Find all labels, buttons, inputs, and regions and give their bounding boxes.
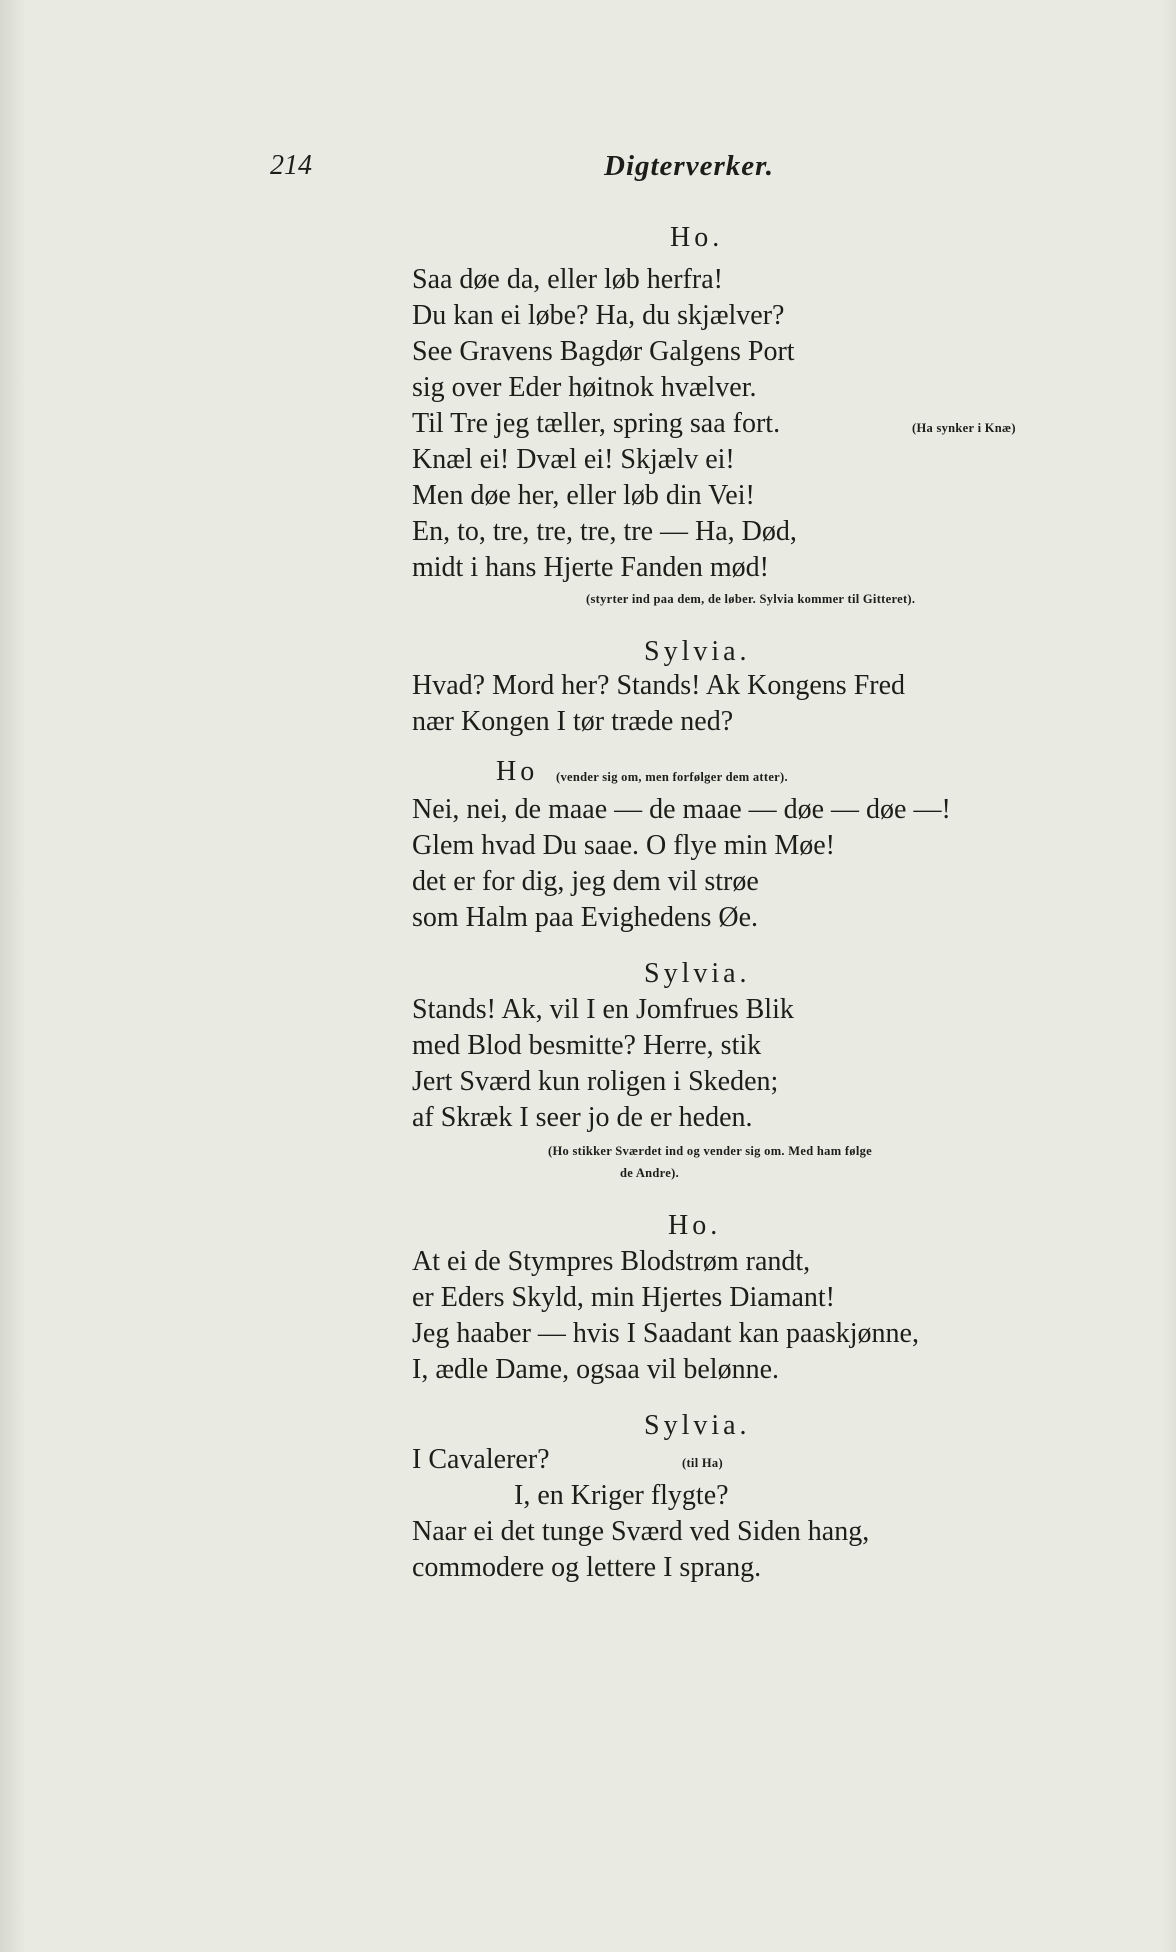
verse-line: med Blod besmitte? Herre, stik xyxy=(412,1030,762,1061)
stage-direction: (til Ha) xyxy=(682,1456,723,1470)
verse-line: er Eders Skyld, min Hjertes Diamant! xyxy=(412,1282,836,1313)
stage-direction: (Ha synker i Knæ) xyxy=(912,421,1016,435)
verse-line: det er for dig, jeg dem vil strøe xyxy=(412,866,759,897)
verse-line: I, en Kriger flygte? xyxy=(514,1480,729,1511)
running-title: Digterverker. xyxy=(604,150,775,182)
page-gutter-shadow xyxy=(0,0,26,1952)
speaker-name: Sylvia. xyxy=(644,958,751,989)
page-header xyxy=(270,150,790,190)
verse-line: Til Tre jeg tæller, spring saa fort. xyxy=(412,408,781,439)
verse-line: nær Kongen I tør træde ned? xyxy=(412,706,734,737)
verse-line: I, ædle Dame, ogsaa vil belønne. xyxy=(412,1354,780,1385)
verse-line: Knæl ei! Dvæl ei! Skjælv ei! xyxy=(412,444,735,475)
verse-line: Nei, nei, de maae — de maae — døe — døe —! xyxy=(412,794,951,825)
verse-line: Glem hvad Du saae. O flye min Møe! xyxy=(412,830,835,861)
speaker-name: Sylvia. xyxy=(644,636,751,667)
verse-line: Jert Sværd kun roligen i Skeden; xyxy=(412,1066,779,1097)
stage-direction: (Ho stikker Sværdet ind og vender sig om. Med ham følge xyxy=(548,1144,873,1158)
stage-direction: (vender sig om, men forfølger dem atter). xyxy=(556,770,788,784)
verse-line: som Halm paa Evighedens Øe. xyxy=(412,902,759,933)
page-number: 214 xyxy=(270,150,312,181)
verse-line: Naar ei det tunge Sværd ved Siden hang, xyxy=(412,1516,870,1547)
verse-line: Saa døe da, eller løb herfra! xyxy=(412,264,723,295)
verse-line: sig over Eder høitnok hvælver. xyxy=(412,372,757,403)
verse-line: See Gravens Bagdør Galgens Port xyxy=(412,336,795,367)
verse-line: En, to, tre, tre, tre, tre — Ha, Død, xyxy=(412,516,797,547)
verse-line: I Cavalerer? xyxy=(412,1444,550,1475)
speaker-name: Ho. xyxy=(670,222,724,253)
verse-line: Hvad? Mord her? Stands! Ak Kongens Fred xyxy=(412,670,906,701)
verse-line: midt i hans Hjerte Fanden mød! xyxy=(412,552,769,583)
verse-line: Jeg haaber — hvis I Saadant kan paaskjønne, xyxy=(412,1318,919,1349)
verse-line: At ei de Stympres Blodstrøm randt, xyxy=(412,1246,811,1277)
stage-direction: de Andre). xyxy=(620,1166,680,1180)
page-edge-shadow xyxy=(1162,0,1176,1952)
verse-line: commodere og lettere I sprang. xyxy=(412,1552,762,1583)
verse-line: Stands! Ak, vil I en Jomfrues Blik xyxy=(412,994,794,1025)
speaker-name: Ho. xyxy=(668,1210,722,1241)
verse-line: Du kan ei løbe? Ha, du skjælver? xyxy=(412,300,785,331)
speaker-name: Ho xyxy=(496,756,539,787)
speaker-name: Sylvia. xyxy=(644,1410,751,1441)
stage-direction: (styrter ind paa dem, de løber. Sylvia kommer til Gitteret). xyxy=(586,592,916,606)
verse-line: af Skræk I seer jo de er heden. xyxy=(412,1102,753,1133)
verse-line: Men døe her, eller løb din Vei! xyxy=(412,480,755,511)
